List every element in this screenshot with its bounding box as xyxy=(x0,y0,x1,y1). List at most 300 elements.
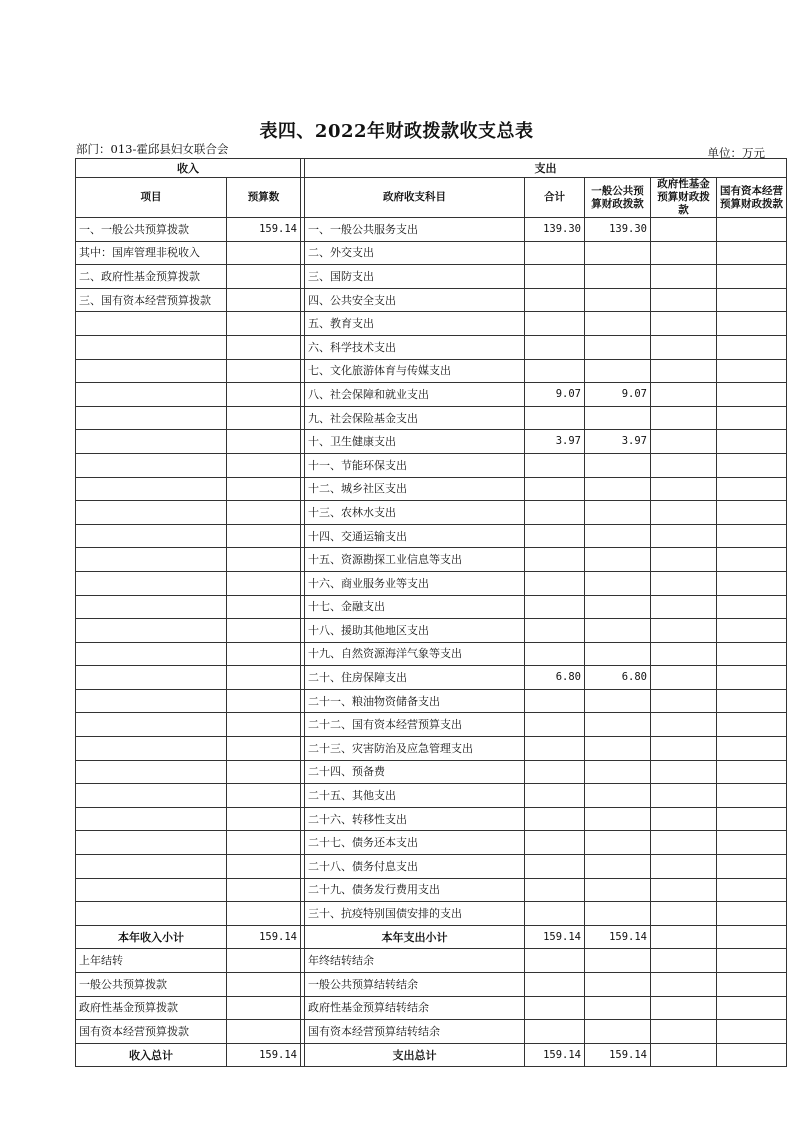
carry-income-amount xyxy=(227,1020,301,1044)
carry-row xyxy=(76,1020,787,1044)
income-amount xyxy=(227,312,301,336)
carry-general xyxy=(585,973,651,997)
expense-total xyxy=(525,406,585,430)
grand-total-row xyxy=(76,1043,787,1067)
expense-total xyxy=(525,642,585,666)
income-item xyxy=(76,595,227,619)
expense-capital xyxy=(717,383,787,407)
expense-item: 十一、节能环保支出 xyxy=(305,453,525,477)
expense-item: 十三、农林水支出 xyxy=(305,501,525,525)
expense-fund xyxy=(651,218,717,242)
income-amount xyxy=(227,713,301,737)
expense-item: 九、社会保险基金支出 xyxy=(305,406,525,430)
income-item xyxy=(76,760,227,784)
income-item xyxy=(76,359,227,383)
expense-capital xyxy=(717,855,787,879)
expense-item: 十七、金融支出 xyxy=(305,595,525,619)
expense-total xyxy=(525,335,585,359)
table-row xyxy=(76,595,787,619)
expense-total xyxy=(525,265,585,289)
expense-general xyxy=(585,288,651,312)
expense-subtotal-total: 159.14 xyxy=(525,925,585,949)
income-amount xyxy=(227,501,301,525)
expense-fund xyxy=(651,595,717,619)
carry-fund xyxy=(651,973,717,997)
table-row xyxy=(76,218,787,242)
expense-grand-capital xyxy=(717,1043,787,1067)
expense-general xyxy=(585,713,651,737)
carry-capital xyxy=(717,996,787,1020)
expense-general xyxy=(585,453,651,477)
expense-capital xyxy=(717,548,787,572)
table-row xyxy=(76,642,787,666)
expense-subtotal-general: 159.14 xyxy=(585,925,651,949)
income-item xyxy=(76,501,227,525)
col-item: 项目 xyxy=(76,178,227,218)
carry-income-item: 一般公共预算拨款 xyxy=(76,973,227,997)
expense-general: 6.80 xyxy=(585,666,651,690)
expense-fund xyxy=(651,619,717,643)
expense-general xyxy=(585,548,651,572)
expense-item: 二十三、灾害防治及应急管理支出 xyxy=(305,737,525,761)
expense-capital xyxy=(717,218,787,242)
expense-total xyxy=(525,760,585,784)
expense-fund xyxy=(651,713,717,737)
income-amount xyxy=(227,571,301,595)
income-amount xyxy=(227,855,301,879)
carry-income-item: 国有资本经营预算拨款 xyxy=(76,1020,227,1044)
expense-fund xyxy=(651,666,717,690)
table-row xyxy=(76,335,787,359)
expense-general xyxy=(585,406,651,430)
income-item xyxy=(76,713,227,737)
table-row xyxy=(76,831,787,855)
expense-total xyxy=(525,831,585,855)
carry-income-amount xyxy=(227,973,301,997)
carry-capital xyxy=(717,949,787,973)
table-row xyxy=(76,265,787,289)
carry-capital xyxy=(717,1020,787,1044)
expense-total xyxy=(525,548,585,572)
table-row xyxy=(76,406,787,430)
carry-capital xyxy=(717,973,787,997)
unit-label: 单位：万元 xyxy=(707,146,765,160)
expense-item: 二十九、债务发行费用支出 xyxy=(305,878,525,902)
expense-item: 二、外交支出 xyxy=(305,241,525,265)
expense-general: 139.30 xyxy=(585,218,651,242)
income-amount xyxy=(227,406,301,430)
carry-income-item: 政府性基金预算拨款 xyxy=(76,996,227,1020)
expense-item: 二十七、债务还本支出 xyxy=(305,831,525,855)
expense-fund xyxy=(651,383,717,407)
income-item xyxy=(76,855,227,879)
expense-fund xyxy=(651,831,717,855)
income-item xyxy=(76,737,227,761)
income-amount xyxy=(227,383,301,407)
income-amount xyxy=(227,359,301,383)
expense-general xyxy=(585,689,651,713)
income-total-amount: 159.14 xyxy=(227,1043,301,1067)
expense-capital xyxy=(717,335,787,359)
expense-fund xyxy=(651,501,717,525)
income-item xyxy=(76,524,227,548)
expense-fund xyxy=(651,241,717,265)
col-gov-fund: 政府性基金预算财政拨款 xyxy=(651,178,717,218)
expense-total xyxy=(525,855,585,879)
income-amount xyxy=(227,477,301,501)
expense-fund xyxy=(651,737,717,761)
header-row-2 xyxy=(76,178,787,218)
expense-item: 二十、住房保障支出 xyxy=(305,666,525,690)
expense-item: 四、公共安全支出 xyxy=(305,288,525,312)
expense-fund xyxy=(651,571,717,595)
expense-item: 二十八、债务付息支出 xyxy=(305,855,525,879)
income-amount xyxy=(227,902,301,926)
expense-capital xyxy=(717,619,787,643)
table-row xyxy=(76,571,787,595)
expense-item: 七、文化旅游体育与传媒支出 xyxy=(305,359,525,383)
expense-item: 六、科学技术支出 xyxy=(305,335,525,359)
expense-general xyxy=(585,335,651,359)
expense-total xyxy=(525,689,585,713)
expense-fund xyxy=(651,265,717,289)
expense-grand-general: 159.14 xyxy=(585,1043,651,1067)
income-amount xyxy=(227,737,301,761)
income-item xyxy=(76,453,227,477)
expense-grand-fund xyxy=(651,1043,717,1067)
carry-total xyxy=(525,996,585,1020)
expense-capital xyxy=(717,477,787,501)
expense-total xyxy=(525,737,585,761)
income-item xyxy=(76,312,227,336)
table-row xyxy=(76,713,787,737)
expense-capital xyxy=(717,453,787,477)
expense-general xyxy=(585,760,651,784)
carry-income-amount xyxy=(227,996,301,1020)
expense-capital xyxy=(717,595,787,619)
expense-general xyxy=(585,241,651,265)
income-item: 其中：国库管理非税收入 xyxy=(76,241,227,265)
expense-general xyxy=(585,642,651,666)
expense-subtotal-label: 本年支出小计 xyxy=(305,925,525,949)
expense-capital xyxy=(717,571,787,595)
expense-general xyxy=(585,902,651,926)
income-item: 一、一般公共预算拨款 xyxy=(76,218,227,242)
expense-capital xyxy=(717,524,787,548)
expense-general: 9.07 xyxy=(585,383,651,407)
carry-general xyxy=(585,949,651,973)
expense-capital xyxy=(717,902,787,926)
expense-general xyxy=(585,737,651,761)
carry-general xyxy=(585,1020,651,1044)
income-item xyxy=(76,571,227,595)
income-item xyxy=(76,807,227,831)
carry-total xyxy=(525,949,585,973)
expense-total xyxy=(525,501,585,525)
expense-capital xyxy=(717,689,787,713)
expense-general xyxy=(585,595,651,619)
table-row xyxy=(76,359,787,383)
expense-fund xyxy=(651,548,717,572)
income-amount xyxy=(227,619,301,643)
expense-item: 二十四、预备费 xyxy=(305,760,525,784)
income-header: 收入 xyxy=(76,159,301,178)
table-row xyxy=(76,430,787,454)
table-row xyxy=(76,666,787,690)
budget-table xyxy=(75,158,787,1067)
income-amount xyxy=(227,831,301,855)
expense-fund xyxy=(651,335,717,359)
income-amount xyxy=(227,760,301,784)
expense-fund xyxy=(651,312,717,336)
expense-item: 二十六、转移性支出 xyxy=(305,807,525,831)
expense-fund xyxy=(651,760,717,784)
income-amount xyxy=(227,666,301,690)
table-row xyxy=(76,902,787,926)
income-item xyxy=(76,902,227,926)
expense-total xyxy=(525,453,585,477)
expense-general xyxy=(585,855,651,879)
income-item xyxy=(76,784,227,808)
expense-total xyxy=(525,713,585,737)
expense-general xyxy=(585,312,651,336)
expense-capital xyxy=(717,737,787,761)
expense-total: 9.07 xyxy=(525,383,585,407)
expense-total-label: 支出总计 xyxy=(305,1043,525,1067)
carry-row xyxy=(76,996,787,1020)
expense-item: 十六、商业服务业等支出 xyxy=(305,571,525,595)
expense-item: 十二、城乡社区支出 xyxy=(305,477,525,501)
income-subtotal-amount: 159.14 xyxy=(227,925,301,949)
carry-general xyxy=(585,996,651,1020)
expense-total xyxy=(525,784,585,808)
expense-capital xyxy=(717,406,787,430)
expense-total xyxy=(525,312,585,336)
expense-item: 十九、自然资源海洋气象等支出 xyxy=(305,642,525,666)
table-row xyxy=(76,524,787,548)
expense-total xyxy=(525,878,585,902)
expense-general xyxy=(585,619,651,643)
col-state-capital: 国有资本经营预算财政拨款 xyxy=(717,178,787,218)
expense-fund xyxy=(651,902,717,926)
expense-total xyxy=(525,571,585,595)
income-amount xyxy=(227,288,301,312)
income-item xyxy=(76,335,227,359)
income-item xyxy=(76,430,227,454)
table-row xyxy=(76,501,787,525)
expense-total xyxy=(525,477,585,501)
carry-expense-item: 国有资本经营预算结转结余 xyxy=(305,1020,525,1044)
expense-item: 五、教育支出 xyxy=(305,312,525,336)
expense-general xyxy=(585,477,651,501)
carry-total xyxy=(525,973,585,997)
expense-fund xyxy=(651,453,717,477)
expense-fund xyxy=(651,689,717,713)
expense-capital xyxy=(717,642,787,666)
table-row xyxy=(76,619,787,643)
income-amount xyxy=(227,241,301,265)
expense-capital xyxy=(717,807,787,831)
expense-total: 139.30 xyxy=(525,218,585,242)
income-amount xyxy=(227,430,301,454)
income-total-label: 收入总计 xyxy=(76,1043,227,1067)
expense-fund xyxy=(651,430,717,454)
expense-item: 二十五、其他支出 xyxy=(305,784,525,808)
expense-subtotal-fund xyxy=(651,925,717,949)
expense-item: 一、一般公共服务支出 xyxy=(305,218,525,242)
expense-item: 十八、援助其他地区支出 xyxy=(305,619,525,643)
income-amount xyxy=(227,335,301,359)
carry-row xyxy=(76,973,787,997)
expense-capital xyxy=(717,831,787,855)
expense-item: 三十、抗疫特别国债安排的支出 xyxy=(305,902,525,926)
expense-general xyxy=(585,524,651,548)
col-general-budget: 一般公共预算财政拨款 xyxy=(585,178,651,218)
carry-total xyxy=(525,1020,585,1044)
income-amount xyxy=(227,548,301,572)
expense-grand-total: 159.14 xyxy=(525,1043,585,1067)
expense-subtotal-capital xyxy=(717,925,787,949)
expense-capital xyxy=(717,288,787,312)
expense-total xyxy=(525,288,585,312)
income-item xyxy=(76,666,227,690)
table-row xyxy=(76,807,787,831)
income-item xyxy=(76,406,227,430)
expense-total xyxy=(525,524,585,548)
income-amount: 159.14 xyxy=(227,218,301,242)
expense-general xyxy=(585,878,651,902)
expense-general xyxy=(585,359,651,383)
expense-general xyxy=(585,501,651,525)
income-amount xyxy=(227,595,301,619)
income-item xyxy=(76,548,227,572)
expense-capital xyxy=(717,878,787,902)
income-item xyxy=(76,477,227,501)
income-amount xyxy=(227,784,301,808)
table-row xyxy=(76,477,787,501)
table-row xyxy=(76,760,787,784)
carry-income-item: 上年结转 xyxy=(76,949,227,973)
income-amount xyxy=(227,642,301,666)
expense-fund xyxy=(651,524,717,548)
expense-capital xyxy=(717,312,787,336)
table-row xyxy=(76,548,787,572)
expense-capital xyxy=(717,430,787,454)
expense-header: 支出 xyxy=(305,159,787,178)
expense-capital xyxy=(717,265,787,289)
expense-capital xyxy=(717,784,787,808)
col-total: 合计 xyxy=(525,178,585,218)
expense-total xyxy=(525,241,585,265)
carry-fund xyxy=(651,1020,717,1044)
table-row xyxy=(76,288,787,312)
expense-item: 二十一、粮油物资储备支出 xyxy=(305,689,525,713)
expense-fund xyxy=(651,807,717,831)
expense-total xyxy=(525,902,585,926)
table-row xyxy=(76,312,787,336)
expense-fund xyxy=(651,406,717,430)
table-row xyxy=(76,737,787,761)
subtotal-row xyxy=(76,925,787,949)
expense-fund xyxy=(651,288,717,312)
expense-capital xyxy=(717,666,787,690)
table-row xyxy=(76,878,787,902)
income-item xyxy=(76,383,227,407)
table-row xyxy=(76,383,787,407)
expense-item: 八、社会保障和就业支出 xyxy=(305,383,525,407)
table-row xyxy=(76,855,787,879)
page-title: 表四、2022年财政拨款收支总表 xyxy=(259,121,534,142)
department-label: 部门：013-霍邱县妇女联合会 xyxy=(76,142,229,156)
carry-expense-item: 一般公共预算结转结余 xyxy=(305,973,525,997)
income-amount xyxy=(227,524,301,548)
income-amount xyxy=(227,453,301,477)
expense-total xyxy=(525,595,585,619)
income-amount xyxy=(227,689,301,713)
table-row xyxy=(76,453,787,477)
expense-fund xyxy=(651,784,717,808)
income-subtotal-label: 本年收入小计 xyxy=(76,925,227,949)
income-amount xyxy=(227,265,301,289)
carry-fund xyxy=(651,949,717,973)
expense-item: 三、国防支出 xyxy=(305,265,525,289)
carry-income-amount xyxy=(227,949,301,973)
income-item xyxy=(76,689,227,713)
table-row xyxy=(76,784,787,808)
carry-fund xyxy=(651,996,717,1020)
income-amount xyxy=(227,878,301,902)
expense-general xyxy=(585,831,651,855)
expense-total: 3.97 xyxy=(525,430,585,454)
expense-total: 6.80 xyxy=(525,666,585,690)
income-item xyxy=(76,878,227,902)
table-row xyxy=(76,241,787,265)
income-amount xyxy=(227,807,301,831)
expense-general: 3.97 xyxy=(585,430,651,454)
expense-fund xyxy=(651,878,717,902)
col-budget-amount: 预算数 xyxy=(227,178,301,218)
expense-item: 十、卫生健康支出 xyxy=(305,430,525,454)
expense-general xyxy=(585,807,651,831)
expense-fund xyxy=(651,359,717,383)
expense-general xyxy=(585,265,651,289)
income-item: 三、国有资本经营预算拨款 xyxy=(76,288,227,312)
col-gov-subject: 政府收支科目 xyxy=(305,178,525,218)
expense-item: 十五、资源勘探工业信息等支出 xyxy=(305,548,525,572)
expense-total xyxy=(525,619,585,643)
expense-total xyxy=(525,359,585,383)
income-item xyxy=(76,642,227,666)
expense-capital xyxy=(717,713,787,737)
income-item xyxy=(76,619,227,643)
expense-item: 十四、交通运输支出 xyxy=(305,524,525,548)
expense-total xyxy=(525,807,585,831)
expense-capital xyxy=(717,241,787,265)
expense-general xyxy=(585,784,651,808)
expense-capital xyxy=(717,501,787,525)
table-row xyxy=(76,689,787,713)
carry-expense-item: 政府性基金预算结转结余 xyxy=(305,996,525,1020)
expense-item: 二十二、国有资本经营预算支出 xyxy=(305,713,525,737)
expense-capital xyxy=(717,359,787,383)
expense-fund xyxy=(651,855,717,879)
expense-general xyxy=(585,571,651,595)
carry-row xyxy=(76,949,787,973)
carry-expense-item: 年终结转结余 xyxy=(305,949,525,973)
income-item: 二、政府性基金预算拨款 xyxy=(76,265,227,289)
expense-fund xyxy=(651,477,717,501)
expense-capital xyxy=(717,760,787,784)
